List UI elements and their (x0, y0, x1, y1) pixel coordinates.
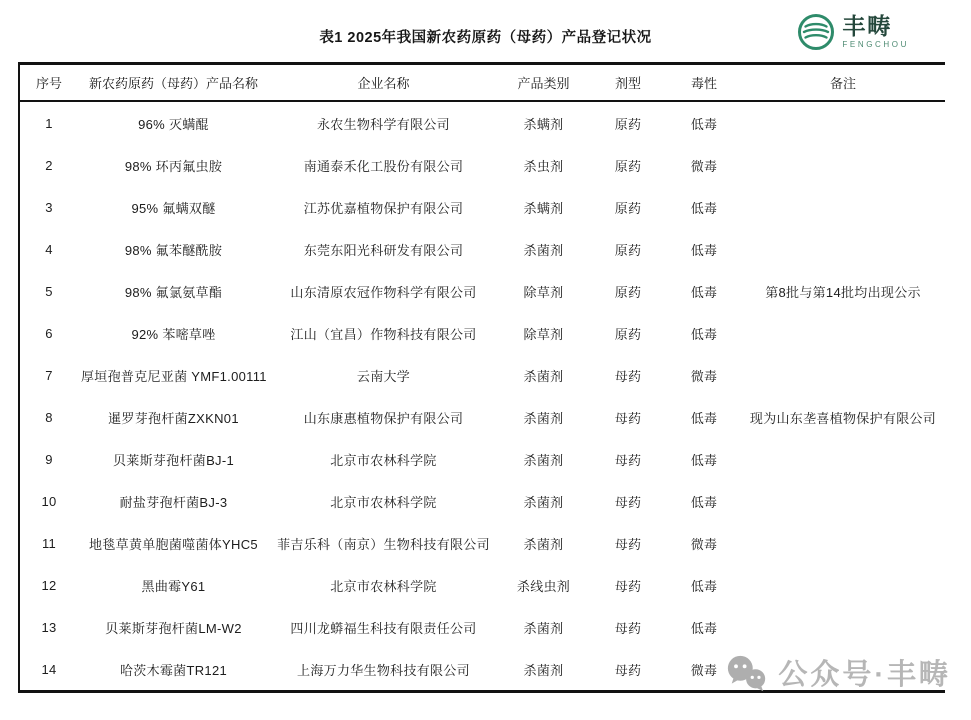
category-cell: 杀螨剂 (523, 200, 564, 216)
toxicity-cell: 低毒 (690, 620, 718, 636)
remark-cell (741, 480, 945, 522)
toxicity-cell: 低毒 (690, 284, 718, 300)
table-header (19, 64, 945, 102)
toxicity-cell: 微毒 (690, 536, 718, 552)
company-cell: 北京市农林科学院 (330, 578, 437, 594)
product-cell: 98% 环丙氟虫胺 (124, 158, 223, 174)
product-cell: 95% 氟螨双醚 (131, 200, 216, 216)
page-title: 表1 2025年我国新农药原药（母药）产品登记状况 (319, 30, 652, 46)
formulation-cell: 母药 (614, 620, 642, 636)
wechat-watermark (725, 650, 951, 694)
table-row (19, 354, 945, 396)
remark-cell: 第8批与第14批均出现公示 (765, 284, 921, 300)
col-header-formulation: 剂型 (589, 64, 667, 102)
company-cell: 永农生物科学有限公司 (316, 116, 450, 132)
toxicity-cell: 低毒 (690, 326, 718, 342)
category-cell: 杀虫剂 (523, 158, 564, 174)
table-row (19, 480, 945, 522)
product-cell: 地毯草黄单胞菌噬菌体YHC5 (89, 536, 258, 552)
category-cell: 杀线虫剂 (516, 578, 571, 594)
company-cell: 南通泰禾化工股份有限公司 (303, 158, 464, 174)
remark-cell (741, 101, 945, 144)
category-cell: 杀菌剂 (523, 662, 564, 678)
formulation-cell: 母药 (614, 452, 642, 468)
no-cell: 13 (41, 619, 57, 635)
col-header-remark: 备注 (741, 64, 945, 102)
no-cell: 4 (45, 241, 53, 257)
no-cell: 12 (41, 577, 57, 593)
company-cell: 北京市农林科学院 (330, 494, 437, 510)
toxicity-cell: 微毒 (690, 158, 718, 174)
col-header-product: 新农药原药（母药）产品名称 (78, 64, 269, 102)
col-header-company: 企业名称 (269, 64, 498, 102)
no-cell: 9 (45, 451, 53, 467)
no-cell: 1 (45, 115, 53, 131)
table-row (19, 186, 945, 228)
formulation-cell: 原药 (614, 326, 642, 342)
remark-cell (741, 438, 945, 480)
formulation-cell: 原药 (614, 200, 642, 216)
table-row (19, 144, 945, 186)
toxicity-cell: 低毒 (690, 452, 718, 468)
remark-cell: 现为山东垄喜植物保护有限公司 (749, 410, 937, 426)
fengchou-logo (796, 12, 909, 52)
table-row (19, 564, 945, 606)
table-row (19, 312, 945, 354)
product-cell: 哈茨木霉菌TR121 (119, 662, 228, 678)
table-row (19, 438, 945, 480)
company-cell: 菲吉乐科（南京）生物科技有限公司 (277, 536, 490, 552)
product-cell: 暹罗芽孢杆菌ZXKN01 (108, 410, 239, 426)
no-cell: 2 (45, 157, 53, 173)
table-row (19, 228, 945, 270)
remark-cell (741, 606, 945, 648)
no-cell: 7 (45, 367, 53, 383)
formulation-cell: 原药 (614, 284, 642, 300)
table-row (19, 396, 945, 438)
toxicity-cell: 低毒 (690, 494, 718, 510)
category-cell: 杀菌剂 (523, 368, 564, 384)
company-cell: 山东康惠植物保护有限公司 (303, 410, 464, 426)
remark-cell (741, 354, 945, 396)
remark-cell (741, 522, 945, 564)
company-cell: 北京市农林科学院 (330, 452, 437, 468)
product-cell: 耐盐芽孢杆菌BJ-3 (119, 494, 228, 510)
remark-cell (741, 144, 945, 186)
category-cell: 杀菌剂 (523, 242, 564, 258)
category-cell: 杀菌剂 (523, 452, 564, 468)
category-cell: 杀菌剂 (523, 494, 564, 510)
company-cell: 上海万力华生物科技有限公司 (297, 662, 470, 678)
company-cell: 云南大学 (356, 368, 411, 384)
formulation-cell: 母药 (614, 536, 642, 552)
formulation-cell: 母药 (614, 410, 642, 426)
category-cell: 杀螨剂 (523, 116, 564, 132)
category-cell: 杀菌剂 (523, 536, 564, 552)
no-cell: 6 (45, 325, 53, 341)
company-cell: 江山（宜昌）作物科技有限公司 (290, 326, 477, 342)
category-cell: 除草剂 (523, 326, 564, 342)
wechat-icon (725, 654, 769, 694)
product-cell: 黑曲霉Y61 (141, 578, 206, 594)
watermark-text: 公众号·丰畴 (778, 658, 951, 691)
formulation-cell: 原药 (614, 158, 642, 174)
toxicity-cell: 低毒 (690, 200, 718, 216)
col-header-category: 产品类别 (498, 64, 589, 102)
toxicity-cell: 低毒 (690, 410, 718, 426)
formulation-cell: 母药 (614, 662, 642, 678)
table-body (19, 101, 945, 692)
col-header-toxicity: 毒性 (667, 64, 741, 102)
remark-cell (741, 312, 945, 354)
category-cell: 除草剂 (523, 284, 564, 300)
logo-subtitle: FENGCHOU (842, 40, 909, 49)
category-cell: 杀菌剂 (523, 620, 564, 636)
product-cell: 98% 氟氯氨草酯 (124, 284, 223, 300)
table-row (19, 101, 945, 144)
product-cell: 厚垣孢普克尼亚菌 YMF1.00111 (81, 368, 267, 384)
remark-cell (741, 564, 945, 606)
formulation-cell: 母药 (614, 494, 642, 510)
remark-cell (741, 186, 945, 228)
header-row (19, 64, 945, 102)
toxicity-cell: 微毒 (690, 662, 718, 678)
company-cell: 四川龙蟒福生科技有限责任公司 (290, 620, 477, 636)
toxicity-cell: 低毒 (690, 242, 718, 258)
product-cell: 贝莱斯芽孢杆菌BJ-1 (112, 452, 235, 468)
table-row (19, 606, 945, 648)
company-cell: 江苏优嘉植物保护有限公司 (303, 200, 464, 216)
formulation-cell: 母药 (614, 578, 642, 594)
remark-cell (741, 228, 945, 270)
product-cell: 贝莱斯芽孢杆菌LM-W2 (105, 620, 242, 636)
product-cell: 92% 苯嘧草唑 (131, 326, 216, 342)
formulation-cell: 母药 (614, 368, 642, 384)
col-header-no: 序号 (19, 64, 78, 102)
no-cell: 5 (45, 283, 53, 299)
fengchou-leaf-icon (796, 12, 836, 52)
no-cell: 14 (41, 661, 57, 677)
toxicity-cell: 微毒 (690, 368, 718, 384)
product-cell: 96% 灭螨醌 (138, 116, 209, 132)
no-cell: 10 (41, 493, 57, 509)
toxicity-cell: 低毒 (690, 578, 718, 594)
formulation-cell: 原药 (614, 242, 642, 258)
table-row (19, 522, 945, 564)
product-cell: 98% 氟苯醚酰胺 (124, 242, 223, 258)
toxicity-cell: 低毒 (690, 116, 718, 132)
formulation-cell: 原药 (614, 116, 642, 132)
no-cell: 8 (45, 409, 53, 425)
company-cell: 山东清原农冠作物科学有限公司 (290, 284, 477, 300)
logo-name: 丰畴 (842, 13, 893, 39)
no-cell: 11 (41, 535, 57, 551)
category-cell: 杀菌剂 (523, 410, 564, 426)
logo-text (842, 15, 909, 49)
company-cell: 东莞东阳光科研发有限公司 (303, 242, 464, 258)
table-row (19, 270, 945, 312)
registration-table (18, 62, 945, 693)
no-cell: 3 (45, 199, 53, 215)
